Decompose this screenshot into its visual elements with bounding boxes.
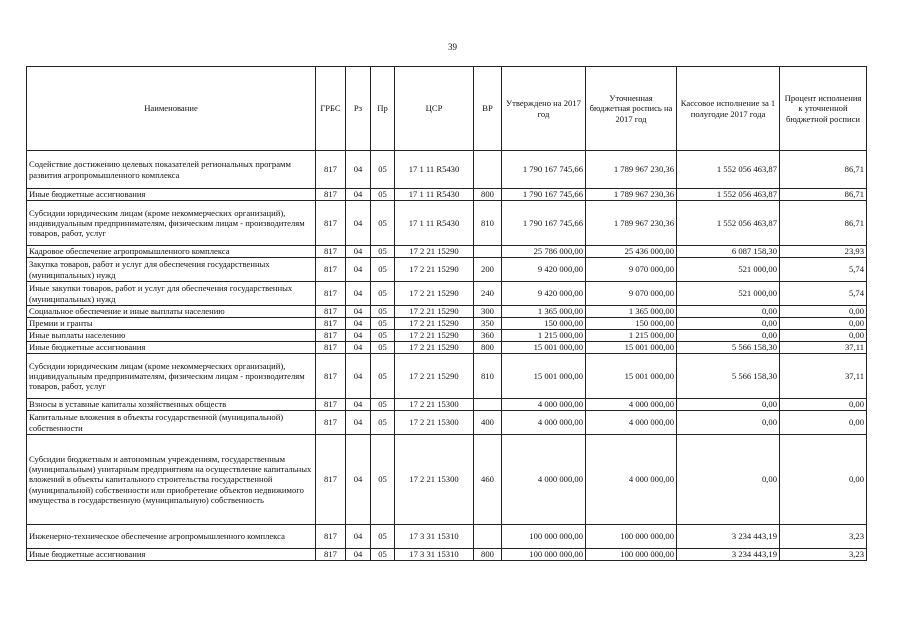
cell-pr: 05	[371, 151, 395, 189]
cell-grbs: 817	[316, 411, 346, 435]
cell-name: Субсидии юридическим лицам (кроме некоммерческих организаций), индивидуальным предпринимателям, физическим лицам - производителям товаров, работ, услуг	[27, 354, 316, 399]
cell-approved: 1 215 000,00	[502, 330, 586, 342]
cell-percent: 0,00	[780, 306, 867, 318]
cell-percent: 5,74	[780, 258, 867, 282]
cell-name: Инженерно-техническое обеспечение агропромышленного комплекса	[27, 525, 316, 549]
header-rz: Рз	[346, 67, 371, 151]
cell-name: Социальное обеспечение и иные выплаты населению	[27, 306, 316, 318]
cell-percent: 37,11	[780, 354, 867, 399]
cell-vr: 800	[474, 342, 502, 354]
cell-cash: 521 000,00	[677, 282, 780, 306]
cell-pr: 05	[371, 246, 395, 258]
cell-pr: 05	[371, 258, 395, 282]
cell-refined: 1 365 000,00	[586, 306, 677, 318]
cell-name: Капитальные вложения в объекты государственной (муниципальной) собственности	[27, 411, 316, 435]
table-row	[27, 435, 867, 525]
header-name: Наименование	[27, 67, 316, 151]
cell-vr: 360	[474, 330, 502, 342]
cell-approved: 1 790 167 745,66	[502, 201, 586, 246]
cell-name: Иные бюджетные ассигнования	[27, 549, 316, 561]
cell-name: Премии и гранты	[27, 318, 316, 330]
header-grbs: ГРБС	[316, 67, 346, 151]
cell-pr: 05	[371, 525, 395, 549]
cell-cash: 0,00	[677, 330, 780, 342]
cell-vr: 300	[474, 306, 502, 318]
cell-grbs: 817	[316, 549, 346, 561]
cell-name: Иные бюджетные ассигнования	[27, 342, 316, 354]
cell-csr: 17 2 21 15290	[395, 306, 474, 318]
cell-refined: 1 215 000,00	[586, 330, 677, 342]
cell-cash: 521 000,00	[677, 258, 780, 282]
cell-approved: 4 000 000,00	[502, 411, 586, 435]
cell-refined: 100 000 000,00	[586, 525, 677, 549]
cell-rz: 04	[346, 525, 371, 549]
cell-cash: 0,00	[677, 399, 780, 411]
cell-cash: 0,00	[677, 306, 780, 318]
cell-cash: 1 552 056 463,87	[677, 151, 780, 189]
cell-csr: 17 1 11 R5430	[395, 201, 474, 246]
cell-refined: 15 001 000,00	[586, 354, 677, 399]
page-number: 39	[448, 42, 457, 52]
cell-grbs: 817	[316, 282, 346, 306]
cell-approved: 100 000 000,00	[502, 525, 586, 549]
table-row	[27, 318, 867, 330]
table-row	[27, 306, 867, 318]
cell-approved: 15 001 000,00	[502, 342, 586, 354]
cell-cash: 3 234 443,19	[677, 549, 780, 561]
cell-pr: 05	[371, 306, 395, 318]
cell-name: Закупка товаров, работ и услуг для обеспечения государственных (муниципальных) нужд	[27, 258, 316, 282]
cell-percent: 5,74	[780, 282, 867, 306]
cell-refined: 4 000 000,00	[586, 411, 677, 435]
cell-rz: 04	[346, 411, 371, 435]
cell-rz: 04	[346, 354, 371, 399]
cell-approved: 9 420 000,00	[502, 282, 586, 306]
cell-rz: 04	[346, 258, 371, 282]
cell-csr: 17 1 11 R5430	[395, 151, 474, 189]
cell-cash: 0,00	[677, 411, 780, 435]
header-approved: Утверждено на 2017 год	[502, 67, 586, 151]
cell-csr: 17 2 21 15300	[395, 399, 474, 411]
cell-vr: 800	[474, 549, 502, 561]
cell-refined: 100 000 000,00	[586, 549, 677, 561]
budget-table	[26, 66, 867, 561]
cell-grbs: 817	[316, 435, 346, 525]
cell-refined: 150 000,00	[586, 318, 677, 330]
cell-vr	[474, 246, 502, 258]
cell-pr: 05	[371, 189, 395, 201]
cell-rz: 04	[346, 151, 371, 189]
cell-percent: 23,93	[780, 246, 867, 258]
cell-refined: 9 070 000,00	[586, 258, 677, 282]
cell-approved: 1 790 167 745,66	[502, 189, 586, 201]
cell-approved: 25 786 000,00	[502, 246, 586, 258]
cell-csr: 17 2 21 15290	[395, 282, 474, 306]
cell-cash: 5 566 158,30	[677, 342, 780, 354]
cell-cash: 1 552 056 463,87	[677, 201, 780, 246]
cell-csr: 17 2 21 15290	[395, 354, 474, 399]
cell-refined: 15 001 000,00	[586, 342, 677, 354]
cell-approved: 150 000,00	[502, 318, 586, 330]
cell-name: Субсидии юридическим лицам (кроме некоммерческих организаций), индивидуальным предпринимателям, физическим лицам - производителям товаров, работ, услуг	[27, 201, 316, 246]
cell-csr: 17 2 21 15300	[395, 435, 474, 525]
cell-csr: 17 2 21 15290	[395, 342, 474, 354]
cell-percent: 0,00	[780, 411, 867, 435]
cell-rz: 04	[346, 399, 371, 411]
header-csr: ЦСР	[395, 67, 474, 151]
cell-approved: 100 000 000,00	[502, 549, 586, 561]
cell-grbs: 817	[316, 525, 346, 549]
cell-name: Кадровое обеспечение агропромышленного комплекса	[27, 246, 316, 258]
cell-grbs: 817	[316, 330, 346, 342]
cell-pr: 05	[371, 411, 395, 435]
cell-percent: 86,71	[780, 151, 867, 189]
cell-csr: 17 2 21 15290	[395, 258, 474, 282]
cell-pr: 05	[371, 399, 395, 411]
cell-grbs: 817	[316, 151, 346, 189]
cell-rz: 04	[346, 306, 371, 318]
cell-vr: 800	[474, 189, 502, 201]
cell-csr: 17 3 31 15310	[395, 525, 474, 549]
cell-csr: 17 2 21 15290	[395, 246, 474, 258]
cell-vr: 240	[474, 282, 502, 306]
cell-vr	[474, 525, 502, 549]
cell-vr: 810	[474, 201, 502, 246]
cell-percent: 0,00	[780, 318, 867, 330]
cell-approved: 1 790 167 745,66	[502, 151, 586, 189]
cell-percent: 3,23	[780, 549, 867, 561]
table-row	[27, 342, 867, 354]
header-vr: ВР	[474, 67, 502, 151]
cell-cash: 3 234 443,19	[677, 525, 780, 549]
table-row	[27, 549, 867, 561]
cell-approved: 4 000 000,00	[502, 435, 586, 525]
cell-cash: 6 087 158,30	[677, 246, 780, 258]
cell-percent: 0,00	[780, 399, 867, 411]
cell-refined: 9 070 000,00	[586, 282, 677, 306]
cell-grbs: 817	[316, 246, 346, 258]
cell-vr: 200	[474, 258, 502, 282]
cell-cash: 0,00	[677, 435, 780, 525]
cell-percent: 86,71	[780, 201, 867, 246]
table-row	[27, 151, 867, 189]
cell-csr: 17 3 31 15310	[395, 549, 474, 561]
cell-vr: 460	[474, 435, 502, 525]
cell-refined: 25 436 000,00	[586, 246, 677, 258]
header-percent: Процент исполнения к уточненной бюджетной росписи	[780, 67, 867, 151]
cell-vr: 810	[474, 354, 502, 399]
table-row	[27, 282, 867, 306]
table-row	[27, 399, 867, 411]
cell-rz: 04	[346, 189, 371, 201]
table-row	[27, 246, 867, 258]
cell-name: Иные бюджетные ассигнования	[27, 189, 316, 201]
cell-cash: 0,00	[677, 318, 780, 330]
cell-csr: 17 2 21 15300	[395, 411, 474, 435]
cell-name: Содействие достижению целевых показателей региональных программ развития агропромышленного комплекса	[27, 151, 316, 189]
cell-refined: 1 789 967 230,36	[586, 201, 677, 246]
cell-name: Иные выплаты населению	[27, 330, 316, 342]
cell-rz: 04	[346, 246, 371, 258]
cell-vr	[474, 151, 502, 189]
table-header-row	[27, 67, 867, 151]
cell-pr: 05	[371, 354, 395, 399]
cell-pr: 05	[371, 201, 395, 246]
cell-pr: 05	[371, 318, 395, 330]
table-row	[27, 411, 867, 435]
cell-refined: 1 789 967 230,36	[586, 189, 677, 201]
cell-pr: 05	[371, 342, 395, 354]
cell-refined: 4 000 000,00	[586, 435, 677, 525]
cell-vr: 400	[474, 411, 502, 435]
cell-rz: 04	[346, 330, 371, 342]
cell-grbs: 817	[316, 306, 346, 318]
cell-percent: 0,00	[780, 435, 867, 525]
cell-grbs: 817	[316, 201, 346, 246]
table-row	[27, 525, 867, 549]
cell-refined: 4 000 000,00	[586, 399, 677, 411]
header-pr: Пр	[371, 67, 395, 151]
cell-grbs: 817	[316, 189, 346, 201]
table-row	[27, 354, 867, 399]
cell-cash: 1 552 056 463,87	[677, 189, 780, 201]
cell-rz: 04	[346, 201, 371, 246]
cell-pr: 05	[371, 330, 395, 342]
cell-csr: 17 1 11 R5430	[395, 189, 474, 201]
cell-percent: 0,00	[780, 330, 867, 342]
header-cash: Кассовое исполнение за 1 полугодие 2017 года	[677, 67, 780, 151]
cell-approved: 9 420 000,00	[502, 258, 586, 282]
cell-rz: 04	[346, 342, 371, 354]
cell-cash: 5 566 158,30	[677, 354, 780, 399]
cell-rz: 04	[346, 549, 371, 561]
cell-name: Взносы в уставные капиталы хозяйственных обществ	[27, 399, 316, 411]
cell-name: Иные закупки товаров, работ и услуг для обеспечения государственных (муниципальных) нужд	[27, 282, 316, 306]
cell-pr: 05	[371, 282, 395, 306]
cell-rz: 04	[346, 318, 371, 330]
table-row	[27, 330, 867, 342]
table-row	[27, 189, 867, 201]
cell-vr	[474, 399, 502, 411]
cell-percent: 86,71	[780, 189, 867, 201]
cell-csr: 17 2 21 15290	[395, 318, 474, 330]
cell-grbs: 817	[316, 318, 346, 330]
table-row	[27, 201, 867, 246]
cell-percent: 37,11	[780, 342, 867, 354]
cell-grbs: 817	[316, 399, 346, 411]
header-refined: Уточненная бюджетная роспись на 2017 год	[586, 67, 677, 151]
cell-rz: 04	[346, 435, 371, 525]
cell-refined: 1 789 967 230,36	[586, 151, 677, 189]
cell-name: Субсидии бюджетным и автономным учреждениям, государственным (муниципальным) унитарным предприятиям на осуществление капитальных вложений в объекты капитального строительства государственной (муниципальной) собственности или приобретение объектов недвижимого имущества в государственную (муниципальную) собственность	[27, 435, 316, 525]
cell-pr: 05	[371, 549, 395, 561]
cell-percent: 3,23	[780, 525, 867, 549]
cell-approved: 1 365 000,00	[502, 306, 586, 318]
cell-pr: 05	[371, 435, 395, 525]
cell-approved: 4 000 000,00	[502, 399, 586, 411]
cell-grbs: 817	[316, 354, 346, 399]
cell-grbs: 817	[316, 258, 346, 282]
cell-approved: 15 001 000,00	[502, 354, 586, 399]
cell-vr: 350	[474, 318, 502, 330]
cell-rz: 04	[346, 282, 371, 306]
table-row	[27, 258, 867, 282]
cell-csr: 17 2 21 15290	[395, 330, 474, 342]
cell-grbs: 817	[316, 342, 346, 354]
